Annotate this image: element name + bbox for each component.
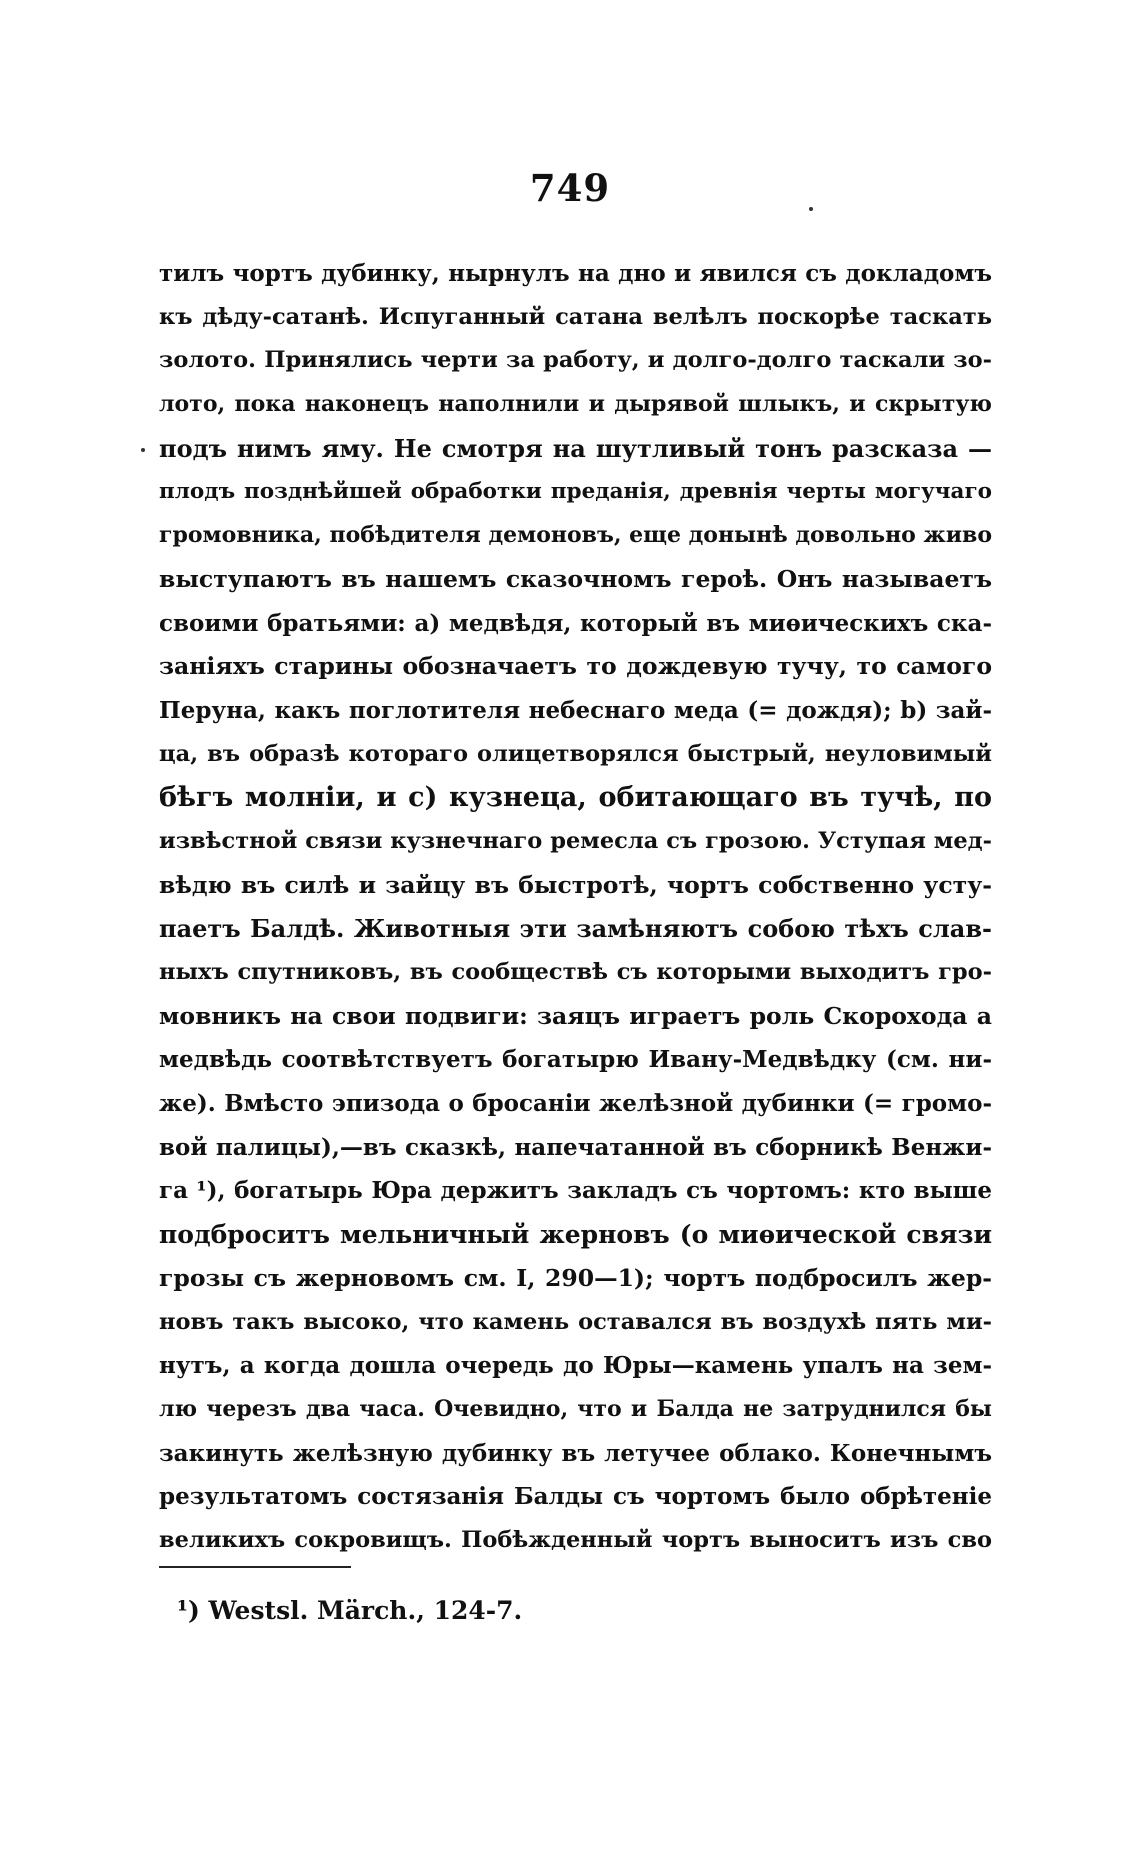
text-line: вѣдю въ силѣ и зайцу въ быстротѣ, чортъ собственно усту- — [159, 870, 992, 899]
page-number: 749 — [529, 166, 611, 210]
ink-speck — [141, 448, 145, 452]
text-line: мовникъ на свои подвиги: заяцъ играетъ роль Скорохода а — [159, 1001, 992, 1030]
text-line: результатомъ состязанія Балды съ чортомъ было обрѣтеніе — [159, 1483, 992, 1511]
text-line: тилъ чортъ дубинку, нырнулъ на дно и явился съ докладомъ — [159, 260, 992, 287]
text-line: медвѣдь соотвѣтствуетъ богатырю Ивану-Медвѣдку (см. ни- — [159, 1046, 992, 1074]
text-line: подброситъ мельничный жерновъ (о миѳической связи — [159, 1220, 992, 1250]
text-line: громовника, побѣдителя демоновъ, еще донынѣ довольно живо — [159, 522, 992, 549]
text-line: подъ нимъ яму. Не смотря на шутливый тонъ разсказа — — [159, 433, 992, 463]
text-line: вой палицы),—въ сказкѣ, напечатанной въ сборникѣ Венжи- — [159, 1133, 992, 1161]
text-line: новъ такъ высоко, что камень оставался въ воздухѣ пять ми- — [159, 1308, 992, 1335]
text-line: золото. Принялись черти за работу, и долго-долго таскали зо- — [159, 347, 992, 374]
text-line: же). Вмѣсто эпизода о бросаніи желѣзной дубинки (= громо- — [159, 1090, 992, 1118]
text-line: паетъ Балдѣ. Животныя эти замѣняютъ собою тѣхъ слав- — [159, 914, 992, 944]
footnote-text: Westsl. Märch., 124-7. — [208, 1596, 523, 1625]
body-text — [159, 252, 992, 1563]
text-line: къ дѣду-сатанѣ. Испуганный сатана велѣлъ поскорѣе таскать — [159, 303, 992, 330]
text-line: га ¹), богатырь Юра держитъ закладъ съ чортомъ: кто выше — [159, 1177, 992, 1205]
text-line: заніяхъ старины обозначаетъ то дождевую тучу, то самого — [159, 652, 992, 681]
text-line: плодъ позднѣйшей обработки преданія, древнія черты могучаго — [159, 479, 992, 505]
footnote — [177, 1596, 522, 1625]
text-line: выступаютъ въ нашемъ сказочномъ героѣ. Онъ называетъ — [159, 564, 992, 593]
text-line: грозы съ жерновомъ см. I, 290—1); чортъ подбросилъ жер- — [159, 1263, 992, 1292]
text-line: своими братьями: а) медвѣдя, который въ миѳическихъ ска- — [159, 609, 992, 637]
text-line: Перуна, какъ поглотителя небеснаго меда (= дождя); b) зай- — [159, 696, 992, 724]
ink-speck — [809, 207, 813, 211]
text-line: извѣстной связи кузнечнаго ремесла съ грозою. Уступая мед- — [159, 827, 992, 854]
text-line: нутъ, а когда дошла очередь до Юры—камень упалъ на зем- — [159, 1352, 992, 1380]
text-line: лю черезъ два часа. Очевидно, что и Балда не затруднился бы — [159, 1395, 992, 1422]
text-line: лото, пока наконецъ наполнили и дырявой шлыкъ, и скрытую — [159, 391, 992, 418]
text-line: ныхъ спутниковъ, въ сообществѣ съ которыми выходитъ гро- — [159, 959, 992, 985]
footnote-divider — [159, 1566, 351, 1568]
text-line: закинуть желѣзную дубинку въ летучее облако. Конечнымъ — [159, 1439, 992, 1467]
text-line: ца, въ образѣ котораго олицетворялся быстрый, неуловимый — [159, 740, 992, 767]
text-line: великихъ сокровищъ. Побѣжденный чортъ выноситъ изъ сво — [159, 1526, 992, 1553]
footnote-marker: ¹) — [177, 1596, 200, 1625]
text-line: бѣгъ молніи, и с) кузнеца, обитающаго въ тучѣ, по — [159, 782, 992, 814]
